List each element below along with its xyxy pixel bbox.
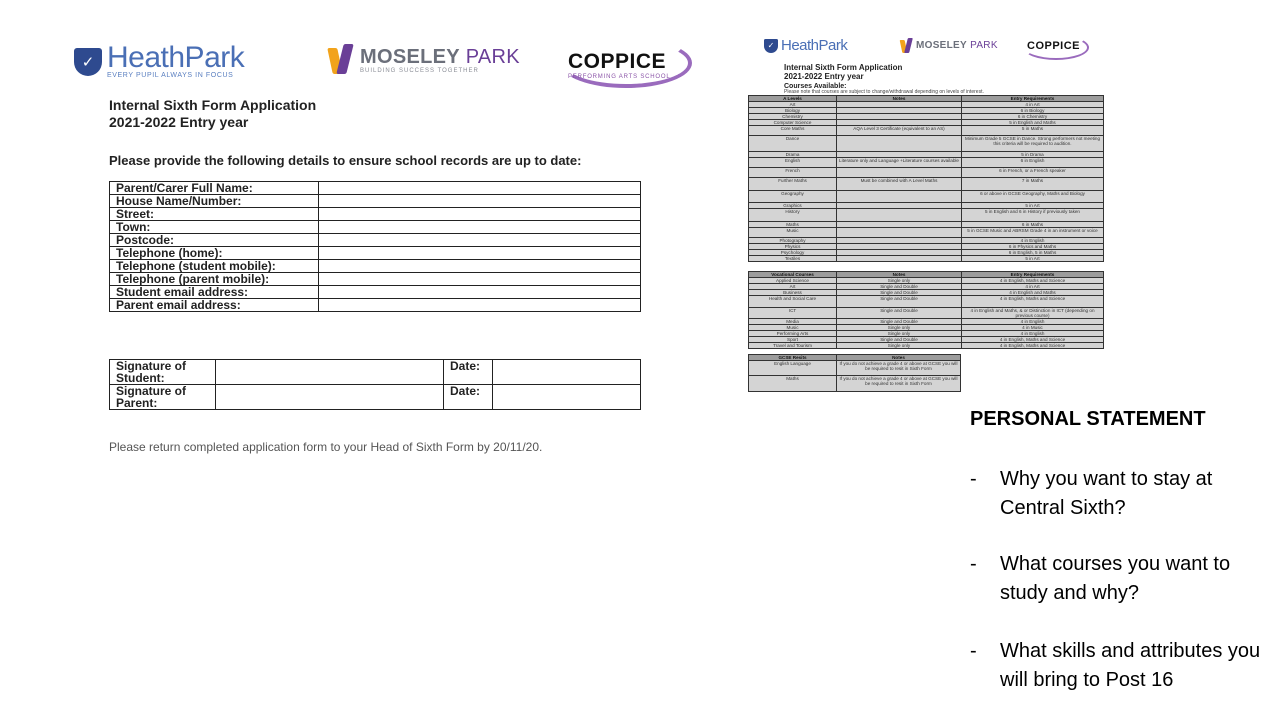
table-cell: 4 in English xyxy=(962,319,1104,325)
table-cell: 5 in Art xyxy=(962,256,1104,262)
table-cell: Psychology xyxy=(749,250,837,256)
date-label: Date: xyxy=(444,385,493,410)
table-cell: Core Maths xyxy=(749,126,837,136)
bullet-dash: - xyxy=(970,468,977,490)
table-cell: Computer Science xyxy=(749,120,837,126)
table-cell: 4 in Music xyxy=(962,325,1104,331)
table-cell: English xyxy=(749,158,837,168)
table-cell: 4 in English and Maths, & or Distinction in ICT (depending on previous course) xyxy=(962,308,1104,319)
table-cell: Biology xyxy=(749,108,837,114)
table-cell xyxy=(837,191,962,203)
signature-field[interactable] xyxy=(216,385,444,410)
table-cell: AQA Level 3 Certificate (equivalent to an AS) xyxy=(837,126,962,136)
table-cell: Applied Science xyxy=(749,278,837,284)
table-cell: 6 in English, 5 in Maths xyxy=(962,250,1104,256)
shield-icon: ✓ xyxy=(74,48,102,76)
field-value[interactable] xyxy=(319,273,641,286)
table-cell: Single and Double xyxy=(837,290,962,296)
field-value[interactable] xyxy=(319,182,641,195)
field-value[interactable] xyxy=(319,247,641,260)
list-item xyxy=(970,637,1270,697)
table-cell: Single and Double xyxy=(837,308,962,319)
table-row xyxy=(749,361,961,376)
table-cell: Single and Double xyxy=(837,319,962,325)
table-cell: 6 in Physics and Maths xyxy=(962,244,1104,250)
table-row xyxy=(110,195,641,208)
table-cell: 5 in Drama xyxy=(962,152,1104,158)
table-row xyxy=(749,256,1104,262)
table-row xyxy=(749,136,1104,152)
table-cell: 4 in English, Maths and Science xyxy=(962,296,1104,308)
table-cell: Minimum Grade 5 GCSE in Dance. Strong performers not meeting this criteria will be required to audition. xyxy=(962,136,1104,152)
table-cell: Single and Double xyxy=(837,284,962,290)
coppice-tagline: PERFORMING ARTS SCHOOL xyxy=(568,74,671,80)
date-label: Date: xyxy=(444,360,493,385)
list-item-text: Why you want to stay at Central Sixth? xyxy=(1000,468,1213,519)
table-cell: 4 in Art xyxy=(962,102,1104,108)
table-cell: History xyxy=(749,209,837,222)
field-label: Telephone (home): xyxy=(110,247,319,260)
mini-heathpark-name: HeathPark xyxy=(781,37,848,54)
table-cell: Geography xyxy=(749,191,837,203)
field-label: Street: xyxy=(110,208,319,221)
table-cell: Business xyxy=(749,290,837,296)
table-cell: 6 in Chemistry xyxy=(962,114,1104,120)
table-row xyxy=(749,126,1104,136)
table-cell: 4 in English, Maths and Science xyxy=(962,278,1104,284)
table-row xyxy=(749,343,1104,349)
table-cell: 6 in Biology xyxy=(962,108,1104,114)
table-cell: Music xyxy=(749,325,837,331)
field-value[interactable] xyxy=(319,221,641,234)
table-row xyxy=(110,385,641,410)
table-cell xyxy=(837,168,962,178)
table-cell: Sport xyxy=(749,337,837,343)
table-row xyxy=(110,260,641,273)
table-cell: Art xyxy=(749,284,837,290)
table-cell: 4 in English, Maths and Science xyxy=(962,337,1104,343)
table-cell: 6 in English xyxy=(962,158,1104,168)
table-cell: Art xyxy=(749,102,837,108)
form-title: Internal Sixth Form Application 2021-2022 Entry year xyxy=(109,97,317,130)
form-intro: Please provide the following details to ensure school records are up to date: xyxy=(109,153,582,168)
mini-title: Internal Sixth Form Application 2021-2022 Entry year xyxy=(784,63,903,81)
table-row xyxy=(110,360,641,385)
signature-label: Signature of Student: xyxy=(110,360,216,385)
date-field[interactable] xyxy=(493,385,641,410)
field-value[interactable] xyxy=(319,299,641,312)
field-label: Parent/Carer Full Name: xyxy=(110,182,319,195)
moseley-park-logo xyxy=(328,44,520,76)
table-cell: Travel and Tourism xyxy=(749,343,837,349)
field-value[interactable] xyxy=(319,234,641,247)
field-value[interactable] xyxy=(319,286,641,299)
personal-statement-heading: PERSONAL STATEMENT xyxy=(970,408,1206,430)
bullet-dash: - xyxy=(970,553,977,575)
table-cell: Further Maths xyxy=(749,178,837,191)
shield-icon: ✓ xyxy=(764,39,778,53)
table-cell: Physics xyxy=(749,244,837,250)
table-cell: Drama xyxy=(749,152,837,158)
form-footer: Please return completed application form to your Head of Sixth Form by 20/11/20. xyxy=(109,440,543,454)
table-cell: 6 in French, or a French speaker xyxy=(962,168,1104,178)
table-cell: 6 or above in GCSE Geography, Maths and Biology xyxy=(962,191,1104,203)
table-row xyxy=(110,247,641,260)
table-row xyxy=(749,168,1104,178)
heathpark-logo xyxy=(74,41,245,79)
field-label: House Name/Number: xyxy=(110,195,319,208)
table-cell: Health and Social Care xyxy=(749,296,837,308)
table-row xyxy=(749,209,1104,222)
table-cell: Photography xyxy=(749,238,837,244)
moseley-name: MOSELEY PARK xyxy=(360,46,520,68)
moseley-mark-icon xyxy=(328,44,354,76)
mini-courses-note: Please note that courses are subject to change/withdrawal depending on levels of interest. xyxy=(784,89,984,95)
list-item-text: What courses you want to study and why? xyxy=(1000,553,1231,604)
column-header: Entry Requirements xyxy=(962,272,1104,278)
signature-label: Signature of Parent: xyxy=(110,385,216,410)
table-cell: 5 in English and 6 in History if previously taken xyxy=(962,209,1104,222)
moseley-mark-icon xyxy=(900,38,907,46)
table-cell: If you do not achieve a grade 4 or above at GCSE you will be required to resit in Sixth Form xyxy=(837,376,961,392)
table-row xyxy=(749,308,1104,319)
field-label: Telephone (student mobile): xyxy=(110,260,319,273)
field-value[interactable] xyxy=(319,195,641,208)
field-label: Postcode: xyxy=(110,234,319,247)
table-cell: 5 in English and Maths xyxy=(962,120,1104,126)
table-row xyxy=(110,234,641,247)
table-cell: Textiles xyxy=(749,256,837,262)
mini-courses-heading: Courses Available: xyxy=(784,83,847,90)
column-header: Notes xyxy=(837,355,961,361)
bullet-dash: - xyxy=(970,640,977,662)
heathpark-name: HeathPark xyxy=(107,41,245,74)
table-cell: Single only xyxy=(837,325,962,331)
field-value[interactable] xyxy=(319,208,641,221)
table-cell: Dance xyxy=(749,136,837,152)
table-cell: 4 in English, Maths and Science xyxy=(962,343,1104,349)
signature-table xyxy=(109,359,641,410)
table-row xyxy=(749,228,1104,238)
vocational-table xyxy=(748,271,1104,349)
table-row xyxy=(749,178,1104,191)
details-table xyxy=(109,181,641,312)
moseley-tagline: BUILDING SUCCESS TOGETHER xyxy=(360,68,479,74)
table-row xyxy=(749,191,1104,203)
table-cell xyxy=(837,209,962,222)
column-header: Vocational Courses xyxy=(749,272,837,278)
list-item-text: What skills and attributes you will bring to Post 16 xyxy=(1000,640,1261,691)
table-cell: Maths xyxy=(749,376,837,392)
table-row xyxy=(749,158,1104,168)
list-item xyxy=(970,550,1270,610)
table-cell: Single and Double xyxy=(837,296,962,308)
mini-moseley-name: MOSELEY PARK xyxy=(916,40,998,51)
table-cell xyxy=(837,256,962,262)
gcse-resits-table xyxy=(748,354,961,392)
table-row xyxy=(110,273,641,286)
table-cell: Maths xyxy=(749,222,837,228)
table-cell: 5 in GCSE Music and ABRSM Grade 4 in an instrument or voice xyxy=(962,228,1104,238)
table-cell: English Language xyxy=(749,361,837,376)
field-label: Town: xyxy=(110,221,319,234)
a-levels-table xyxy=(748,95,1104,262)
table-row xyxy=(749,296,1104,308)
table-row xyxy=(110,286,641,299)
heathpark-tagline: EVERY PUPIL ALWAYS IN FOCUS xyxy=(107,72,234,79)
table-cell: 7 in Maths xyxy=(962,178,1104,191)
column-header: A Levels xyxy=(749,96,837,102)
table-cell: 4 in Art xyxy=(962,284,1104,290)
coppice-logo xyxy=(566,40,684,82)
column-header: Notes xyxy=(837,96,962,102)
field-value[interactable] xyxy=(319,260,641,273)
mini-coppice-logo xyxy=(1026,36,1086,58)
table-cell: Single only xyxy=(837,343,962,349)
table-cell xyxy=(837,136,962,152)
table-cell: Chemistry xyxy=(749,114,837,120)
table-cell: If you do not achieve a grade 4 or above at GCSE you will be required to resit in Sixth Form xyxy=(837,361,961,376)
coppice-name: COPPICE xyxy=(568,50,667,73)
table-cell: 5 in Maths xyxy=(962,126,1104,136)
table-cell: Media xyxy=(749,319,837,325)
table-row xyxy=(110,182,641,195)
table-cell: ICT xyxy=(749,308,837,319)
table-cell: Graphics xyxy=(749,203,837,209)
table-cell: Single and Double xyxy=(837,337,962,343)
table-cell: Must be combined with A Level Maths xyxy=(837,178,962,191)
field-label: Parent email address: xyxy=(110,299,319,312)
table-cell: 6 in Maths xyxy=(962,222,1104,228)
table-cell: Performing Arts xyxy=(749,331,837,337)
table-row xyxy=(110,221,641,234)
table-cell: 5 in Art xyxy=(962,203,1104,209)
table-cell: 4 in English xyxy=(962,238,1104,244)
table-cell: Music xyxy=(749,228,837,238)
signature-field[interactable] xyxy=(216,360,444,385)
column-header: Entry Requirements xyxy=(962,96,1104,102)
table-cell: Single only xyxy=(837,278,962,284)
column-header: Notes xyxy=(837,272,962,278)
field-label: Telephone (parent mobile): xyxy=(110,273,319,286)
table-cell: 4 in English and Maths xyxy=(962,290,1104,296)
list-item xyxy=(970,465,1270,525)
mini-coppice-name: COPPICE xyxy=(1027,40,1081,52)
table-row xyxy=(110,299,641,312)
mini-heathpark-logo xyxy=(764,38,847,53)
mini-moseley-logo xyxy=(900,38,998,54)
date-field[interactable] xyxy=(493,360,641,385)
table-cell: Literature only and Language +Literature courses available xyxy=(837,158,962,168)
table-cell: Single only xyxy=(837,331,962,337)
field-label: Student email address: xyxy=(110,286,319,299)
column-header: GCSE Resits xyxy=(749,355,837,361)
table-cell: 4 in English xyxy=(962,331,1104,337)
table-row xyxy=(749,376,961,392)
table-row xyxy=(110,208,641,221)
table-cell: French xyxy=(749,168,837,178)
table-cell xyxy=(837,228,962,238)
